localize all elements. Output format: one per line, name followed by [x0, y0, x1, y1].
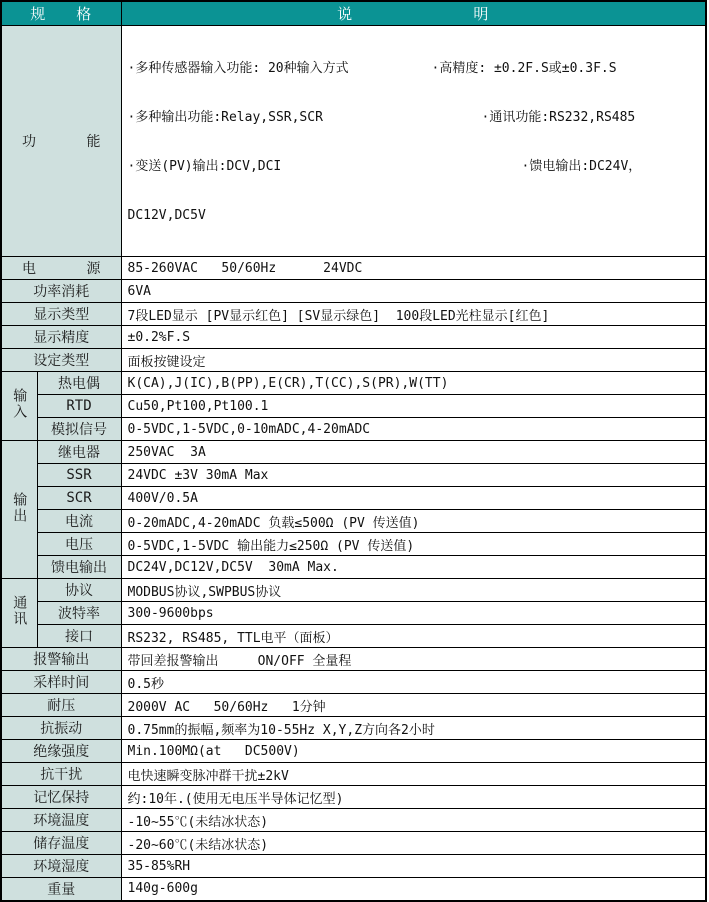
- row-rtd: [1, 395, 706, 418]
- row-interface: [1, 625, 706, 648]
- function-line-3-left: ·变送(PV)输出:DCV,DCI: [127, 159, 282, 174]
- function-line-4: [128, 206, 700, 225]
- row-withstand-voltage: [1, 694, 706, 717]
- alarm-output-value: 带回差报警输出 ON/OFF 全量程: [121, 648, 706, 671]
- protocol-value: MODBUS协议,SWPBUS协议: [121, 579, 706, 602]
- function-line-1: [128, 59, 700, 78]
- row-power: [1, 257, 706, 280]
- interface-label: 接口: [37, 625, 121, 648]
- row-anti-interference: [1, 763, 706, 786]
- row-insulation-strength: [1, 740, 706, 763]
- interface-value: RS232, RS485, TTL电平（面板）: [121, 625, 706, 648]
- ssr-value: 24VDC ±3V 30mA Max: [121, 464, 706, 487]
- function-line-1-left: ·多种传感器输入功能: 20种输入方式: [127, 61, 349, 76]
- function-row-label: 功 能: [1, 26, 121, 257]
- sampling-time-value: 0.5秒: [121, 671, 706, 694]
- group-communication-text: 通讯: [11, 595, 28, 627]
- display-type-value: 7段LED显示 [PV显示红色] [SV显示绿色] 100段LED光柱显示[红色]: [121, 303, 706, 326]
- row-sampling-time: [1, 671, 706, 694]
- storage-temperature-label: 储存温度: [1, 832, 121, 855]
- row-relay: [1, 441, 706, 464]
- row-memory-retention: [1, 786, 706, 809]
- anti-interference-label: 抗干扰: [1, 763, 121, 786]
- function-line-2-right: ·通讯功能:RS232,RS485: [481, 110, 636, 125]
- memory-retention-label: 记忆保持: [1, 786, 121, 809]
- current-output-value: 0-20mADC,4-20mADC 负载≤500Ω (PV 传送值): [121, 510, 706, 533]
- header-row: [1, 1, 706, 26]
- row-scr: [1, 487, 706, 510]
- row-storage-temperature: [1, 832, 706, 855]
- group-output-text: 输出: [11, 491, 28, 524]
- group-input-text: 输入: [11, 388, 28, 420]
- thermocouple-label: 热电偶: [37, 372, 121, 395]
- scr-value: 400V/0.5A: [121, 487, 706, 510]
- anti-interference-value: 电快速瞬变脉冲群干扰±2kV: [121, 763, 706, 786]
- row-vibration-resistance: [1, 717, 706, 740]
- scr-label: SCR: [37, 487, 121, 510]
- analog-signal-label: 模拟信号: [37, 418, 121, 441]
- group-label-output: [1, 441, 37, 579]
- rtd-label: RTD: [37, 395, 121, 418]
- display-accuracy-value: ±0.2%F.S: [121, 326, 706, 349]
- row-ssr: [1, 464, 706, 487]
- row-power-consumption: [1, 280, 706, 303]
- withstand-voltage-label: 耐压: [1, 694, 121, 717]
- current-output-label: 电流: [37, 510, 121, 533]
- memory-retention-value: 约:10年.(使用无电压半导体记忆型): [121, 786, 706, 809]
- voltage-output-label: 电压: [37, 533, 121, 556]
- function-line-3-right: ·馈电输出:DC24V，: [521, 159, 642, 174]
- thermocouple-value: K(CA),J(IC),B(PP),E(CR),T(CC),S(PR),W(TT): [121, 372, 706, 395]
- column-header-spec: 规 格: [1, 1, 121, 26]
- row-function: [1, 26, 706, 257]
- function-row-value: [121, 26, 706, 257]
- insulation-strength-label: 绝缘强度: [1, 740, 121, 763]
- ambient-humidity-label: 环境湿度: [1, 855, 121, 878]
- ambient-temperature-value: -10~55℃(未结冰状态): [121, 809, 706, 832]
- voltage-output-value: 0-5VDC,1-5VDC 输出能力≤250Ω (PV 传送值): [121, 533, 706, 556]
- vibration-resistance-value: 0.75mm的振幅,频率为10-55Hz X,Y,Z方向各2小时: [121, 717, 706, 740]
- protocol-label: 协议: [37, 579, 121, 602]
- setting-type-label: 设定类型: [1, 349, 121, 372]
- insulation-strength-value: Min.100MΩ(at DC500V): [121, 740, 706, 763]
- row-voltage-output: [1, 533, 706, 556]
- power-consumption-label: 功率消耗: [1, 280, 121, 303]
- row-feed-output: [1, 556, 706, 579]
- rtd-value: Cu50,Pt100,Pt100.1: [121, 395, 706, 418]
- row-current-output: [1, 510, 706, 533]
- row-thermocouple: [1, 372, 706, 395]
- ssr-label: SSR: [37, 464, 121, 487]
- group-label-input: [1, 372, 37, 441]
- row-display-accuracy: [1, 326, 706, 349]
- row-ambient-humidity: [1, 855, 706, 878]
- row-analog-signal: [1, 418, 706, 441]
- analog-signal-value: 0-5VDC,1-5VDC,0-10mADC,4-20mADC: [121, 418, 706, 441]
- row-ambient-temperature: [1, 809, 706, 832]
- weight-label: 重量: [1, 878, 121, 901]
- relay-value: 250VAC 3A: [121, 441, 706, 464]
- row-setting-type: [1, 349, 706, 372]
- function-line-3: [128, 157, 700, 176]
- sampling-time-label: 采样时间: [1, 671, 121, 694]
- power-label: 电 源: [1, 257, 121, 280]
- baud-rate-value: 300-9600bps: [121, 602, 706, 625]
- storage-temperature-value: -20~60℃(未结冰状态): [121, 832, 706, 855]
- row-baud-rate: [1, 602, 706, 625]
- alarm-output-label: 报警输出: [1, 648, 121, 671]
- baud-rate-label: 波特率: [37, 602, 121, 625]
- weight-value: 140g-600g: [121, 878, 706, 901]
- function-line-2-left: ·多种输出功能:Relay,SSR,SCR: [127, 110, 323, 125]
- column-header-description: 说 明: [121, 1, 706, 26]
- withstand-voltage-value: 2000V AC 50/60Hz 1分钟: [121, 694, 706, 717]
- feed-output-value: DC24V,DC12V,DC5V 30mA Max.: [121, 556, 706, 579]
- function-line-1-right: ·高精度: ±0.2F.S或±0.3F.S: [431, 61, 617, 76]
- row-alarm-output: [1, 648, 706, 671]
- row-protocol: [1, 579, 706, 602]
- power-value: 85-260VAC 50/60Hz 24VDC: [121, 257, 706, 280]
- relay-label: 继电器: [37, 441, 121, 464]
- setting-type-value: 面板按键设定: [121, 349, 706, 372]
- display-type-label: 显示类型: [1, 303, 121, 326]
- group-label-communication: [1, 579, 37, 648]
- display-accuracy-label: 显示精度: [1, 326, 121, 349]
- power-consumption-value: 6VA: [121, 280, 706, 303]
- function-line-2: [128, 108, 700, 127]
- row-display-type: [1, 303, 706, 326]
- ambient-temperature-label: 环境温度: [1, 809, 121, 832]
- feed-output-label: 馈电输出: [37, 556, 121, 579]
- row-weight: [1, 878, 706, 901]
- vibration-resistance-label: 抗振动: [1, 717, 121, 740]
- function-line-4-left: DC12V,DC5V: [127, 208, 206, 223]
- ambient-humidity-value: 35-85%RH: [121, 855, 706, 878]
